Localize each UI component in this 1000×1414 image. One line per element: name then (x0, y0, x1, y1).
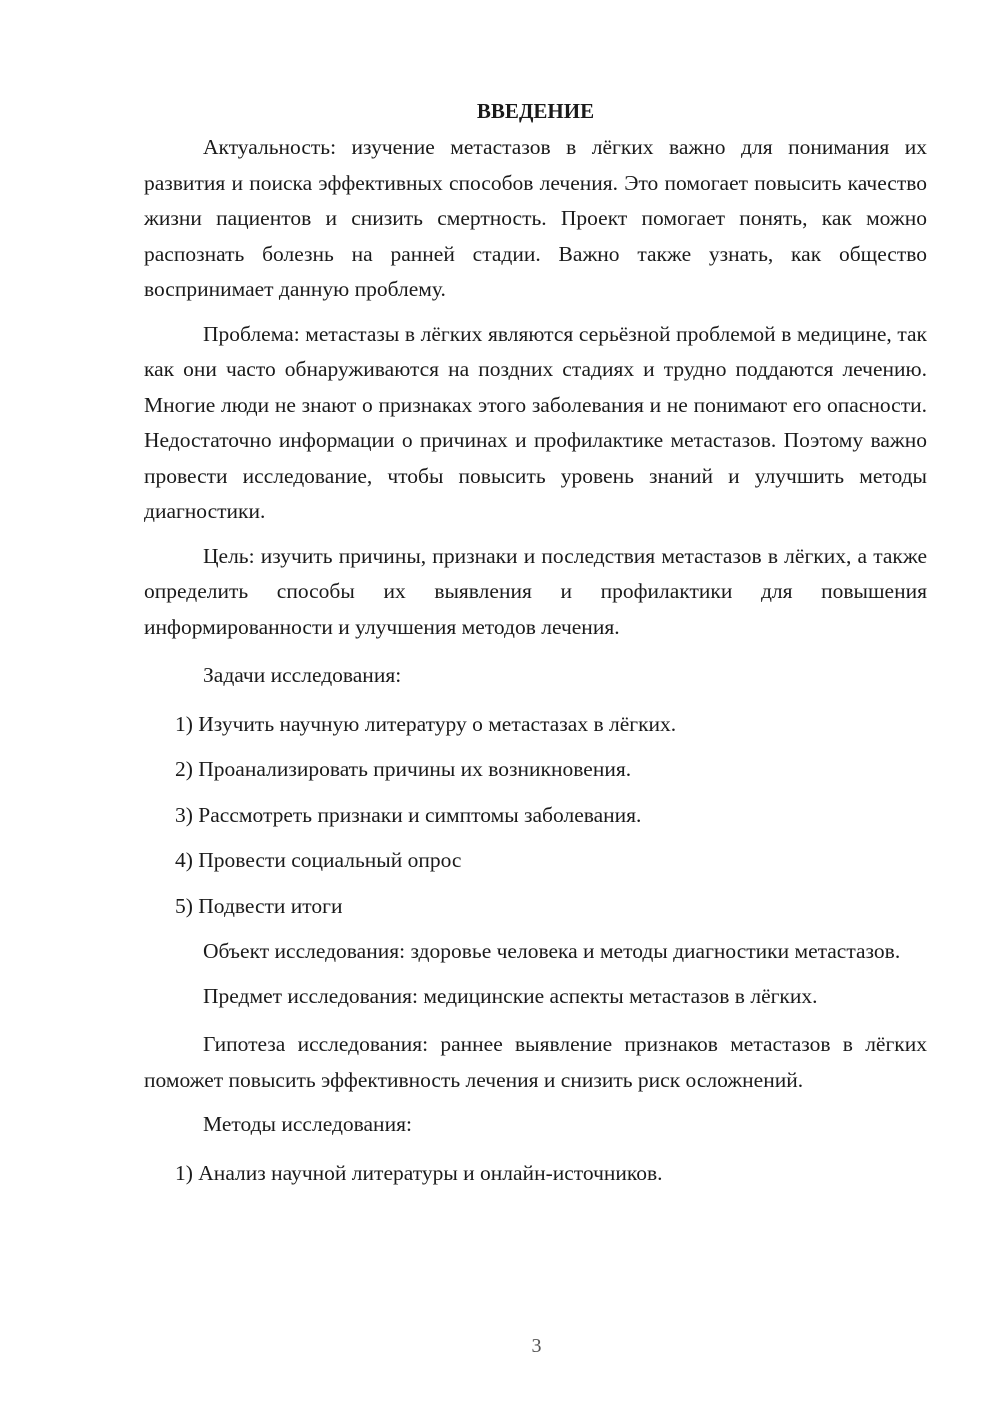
task-item: 2) Проанализировать причины их возникновения. (175, 757, 632, 781)
problem-paragraph: Проблема: метастазы в лёгких являются серьёзной проблемой в медицине, так как они часто обнаруживаются на поздних стадиях и трудно поддаются лечению. Многие люди не знают о признаках этого заболевания и не понимают его опасности. Недостаточно информации о причинах и профилактике метастазов. Поэтому важно провести исследование, чтобы повысить уровень знаний и улучшить методы диагностики. (144, 321, 927, 523)
page-number: 3 (531, 1335, 542, 1357)
goal-paragraph: Цель: изучить причины, признаки и последствия метастазов в лёгких, а также определить способы их выявления и профилактики для повышения информированности и улучшения методов лечения. (144, 543, 927, 639)
tasks-heading: Задачи исследования: (203, 663, 402, 687)
task-item: 4) Провести социальный опрос (175, 848, 462, 872)
document-page (144, 96, 927, 1201)
subject-paragraph: Предмет исследования: медицинские аспекты метастазов в лёгких. (203, 983, 818, 1008)
task-item: 1) Изучить научную литературу о метастазах в лёгких. (175, 711, 677, 736)
method-item: 1) Анализ научной литературы и онлайн-источников. (175, 1160, 663, 1185)
relevance-paragraph: Актуальность: изучение метастазов в лёгких важно для понимания их развития и поиска эффективных способов лечения. Это помогает повысить качество жизни пациентов и снизить смертность. Проект помогает понять, как можно распознать болезнь на ранней стадии. Важно также узнать, как общество воспринимает данную проблему. (144, 135, 927, 301)
object-paragraph: Объект исследования: здоровье человека и методы диагностики метастазов. (203, 939, 901, 963)
task-item: 3) Рассмотреть признаки и симптомы заболевания. (175, 802, 642, 827)
methods-heading: Методы исследования: (203, 1112, 412, 1136)
hypothesis-paragraph: Гипотеза исследования: раннее выявление признаков метастазов в лёгких поможет повысить эффективность лечения и снизить риск осложнений. (144, 1032, 927, 1092)
task-item: 5) Подвести итоги (175, 893, 343, 918)
section-title: ВВЕДЕНИЕ (476, 99, 595, 123)
